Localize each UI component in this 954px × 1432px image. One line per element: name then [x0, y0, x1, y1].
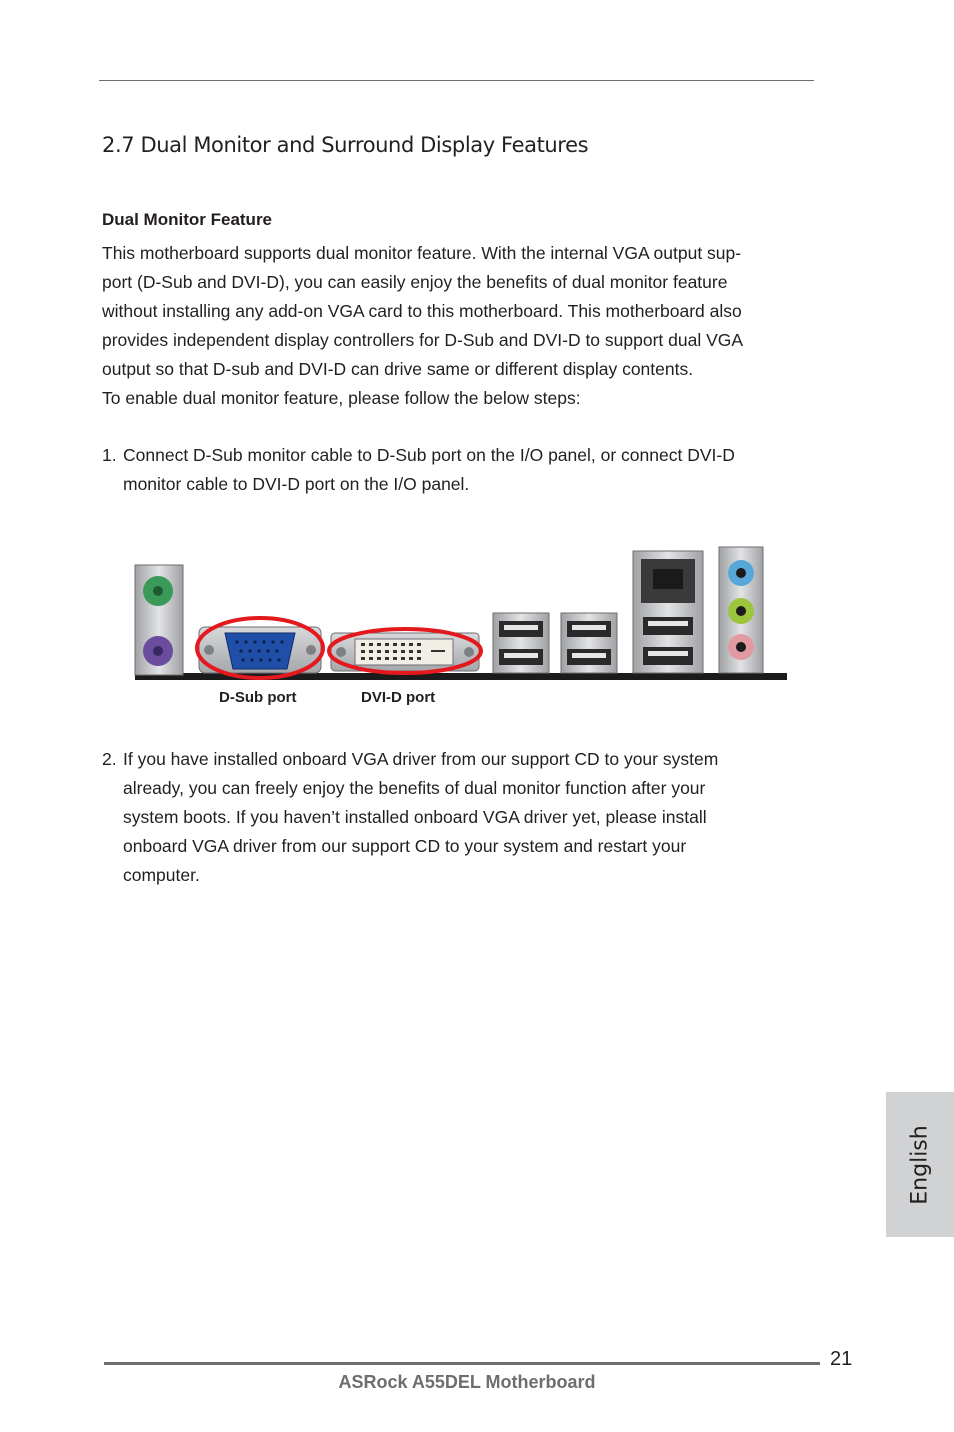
lan-usb-stack [633, 551, 703, 673]
dsub-port-label: D-Sub port [219, 689, 297, 706]
intro-line: To enable dual monitor feature, please follow the below steps: [102, 388, 581, 408]
footer-title-text: ASRock A55DEL Motherboard [338, 1372, 596, 1392]
intro-paragraph [102, 239, 743, 413]
footer-rule [104, 1362, 820, 1365]
step-line: monitor cable to DVI-D port on the I/O panel. [123, 474, 470, 494]
language-tab-label: English [907, 1124, 933, 1205]
header-rule [99, 80, 814, 81]
dvi-port [329, 629, 481, 673]
step-line: system boots. If you haven’t installed onboard VGA driver yet, please install [123, 807, 707, 827]
section-title: 2.7 Dual Monitor and Surround Display Features [102, 133, 589, 157]
ps2-ports [135, 565, 183, 675]
step-2 [102, 745, 718, 890]
language-tab [886, 1092, 954, 1237]
subheading: Dual Monitor Feature [102, 210, 273, 229]
dsub-port [197, 618, 323, 678]
footer-title [0, 1372, 954, 1393]
step-number: 1. [102, 445, 117, 465]
step-line: If you have installed onboard VGA driver from our support CD to your system [123, 749, 719, 769]
step-1 [102, 441, 735, 499]
step-line: already, you can freely enjoy the benefits of dual monitor function after your [123, 778, 706, 798]
audio-jacks [719, 547, 763, 673]
usb-ports-2 [561, 613, 617, 673]
usb-ports-1 [493, 613, 549, 673]
intro-line: This motherboard supports dual monitor feature. With the internal VGA output sup- [102, 243, 742, 263]
io-panel-figure [133, 545, 789, 685]
intro-line: without installing any add-on VGA card to this motherboard. This motherboard also [102, 301, 742, 321]
step-line: Connect D-Sub monitor cable to D-Sub port on the I/O panel, or connect DVI-D [123, 445, 735, 465]
step-line: onboard VGA driver from our support CD to your system and restart your [123, 836, 687, 856]
page-number: 21 [830, 1348, 853, 1370]
step-number: 2. [102, 749, 117, 769]
intro-line: port (D-Sub and DVI-D), you can easily enjoy the benefits of dual monitor feature [102, 272, 728, 292]
intro-line: output so that D-sub and DVI-D can drive same or different display contents. [102, 359, 694, 379]
intro-line: provides independent display controllers for D-Sub and DVI-D to support dual VGA [102, 330, 744, 350]
step-line: computer. [123, 865, 200, 885]
dvi-port-label: DVI-D port [361, 689, 436, 706]
